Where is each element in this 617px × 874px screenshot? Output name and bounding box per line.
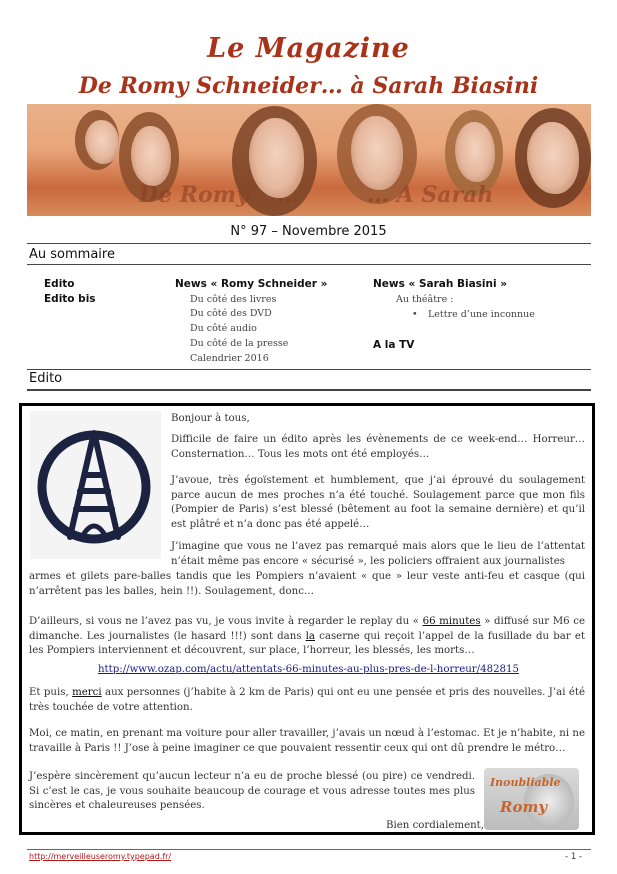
edito-paragraph: J’espère sincèrement qu’aucun lecteur n’a eu de proche blessé (ou pire) ce vendredi. Si c’est le cas, je vous souhaite beaucoup de courage et vous adresse toutes mes plus sincères et chaleureuses pensées.	[29, 771, 475, 811]
toc-news-sarah[interactable]: News « Sarah Biasini »	[373, 278, 508, 290]
magazine-subtitle: De Romy Schneider… à Sarah Biasini	[78, 73, 539, 99]
toc-edito-bis[interactable]: Edito bis	[44, 293, 96, 305]
toc-theatre: Au théâtre :	[396, 294, 454, 305]
bullet-icon: •	[412, 309, 418, 320]
banner-text-ellipsis: …	[277, 182, 299, 208]
magazine-title: Le Magazine	[207, 33, 410, 64]
sommaire-heading: Au sommaire	[29, 247, 115, 262]
footer-divider	[27, 849, 591, 850]
divider	[27, 389, 591, 391]
66-minutes-link[interactable]: 66 minutes	[422, 616, 481, 627]
inoubliable-romy-logo	[484, 768, 579, 830]
toc-edito[interactable]: Edito	[44, 278, 75, 290]
toc-item[interactable]: Du côté de la presse	[190, 338, 289, 349]
toc-item[interactable]: Lettre d’une inconnue	[428, 309, 535, 320]
toc-item[interactable]: Du côté des DVD	[190, 308, 272, 319]
toc-news-romy[interactable]: News « Romy Schneider »	[175, 278, 328, 290]
header-banner-image	[27, 104, 591, 216]
edito-paragraph: J’avoue, très égoïstement et humblement, que j’ai éprouvé du soulagement parce aucun de mes proches n’a été touché. Soulagement parce que mon fils (Pompier de Paris) s’est blessé (bêtement au foot la semaine dernière) et qu’il est plâtré et n’a donc pas été appelé…	[171, 475, 585, 530]
divider	[27, 264, 591, 265]
edito-paragraph: Et puis, merci aux personnes (j’habite à 2 km de Paris) qui ont eu une pensée et pris des nouvelles. J’ai été très touchée de votre attention.	[29, 687, 585, 713]
edito-heading: Edito	[29, 371, 63, 386]
logo-text: Romy	[500, 798, 548, 816]
divider	[27, 243, 591, 244]
page-number: - 1 -	[565, 852, 582, 862]
banner-text-romy: De Romy	[139, 182, 249, 208]
edito-paragraph: D’ailleurs, si vous ne l’avez pas vu, je vous invite à regarder le replay du « 66 minutes » diffusé sur M6 ce dimanche. Les journalistes (le hasard !!!) sont dans la caserne qui reçoit l’appel de la fusillade du bar et les Pompiers interviennent et découvrent, sur place, l’horreur, les blessés, les morts…	[29, 616, 585, 656]
edito-paragraph: Moi, ce matin, en prenant ma voiture pour aller travailler, j’avais un nœud à l’estomac. Et je n’habite, ni ne travaille à Paris !! J’ose à peine imaginer ce que pouvaient ressentir ceux qui ont dû prendre le métro…	[29, 728, 585, 754]
toc-item[interactable]: Du côté audio	[190, 323, 257, 334]
logo-text: Inoubliable	[490, 776, 561, 789]
edito-paragraph: armes et gilets pare-balles tandis que les Pompiers n’avaient « que » leur veste anti-feu et casque (qui n’arrêtent pas les balles, hein !!). Soulagement, donc…	[29, 571, 585, 597]
edito-paragraph: J’imagine que vous ne l’avez pas remarqué mais alors que le lieu de l’attentat n’était même pas encore « sécurisé », les policiers offraient aux journalistes	[171, 541, 585, 567]
peace-eiffel-image	[30, 411, 161, 559]
article-url-link[interactable]: http://www.ozap.com/actu/attentats-66-minutes-au-plus-pres-de-l-horreur/482815	[98, 664, 519, 675]
toc-tv[interactable]: A la TV	[373, 339, 415, 351]
footer-link[interactable]: http://merveilleuseromy.typepad.fr/	[29, 852, 172, 861]
edito-paragraph: Difficile de faire un édito après les évènements de ce week-end… Horreur… Consternation… Tous les mots ont été employés…	[171, 434, 585, 460]
edito-closing: Bien cordialement,	[386, 820, 485, 831]
toc-item[interactable]: Calendrier 2016	[190, 353, 269, 364]
edito-greeting: Bonjour à tous,	[171, 413, 250, 424]
banner-text-sarah: … A Sarah	[367, 182, 494, 208]
divider	[27, 369, 591, 370]
issue-number: N° 97 – Novembre 2015	[230, 224, 387, 239]
toc-item[interactable]: Du côté des livres	[190, 294, 277, 305]
